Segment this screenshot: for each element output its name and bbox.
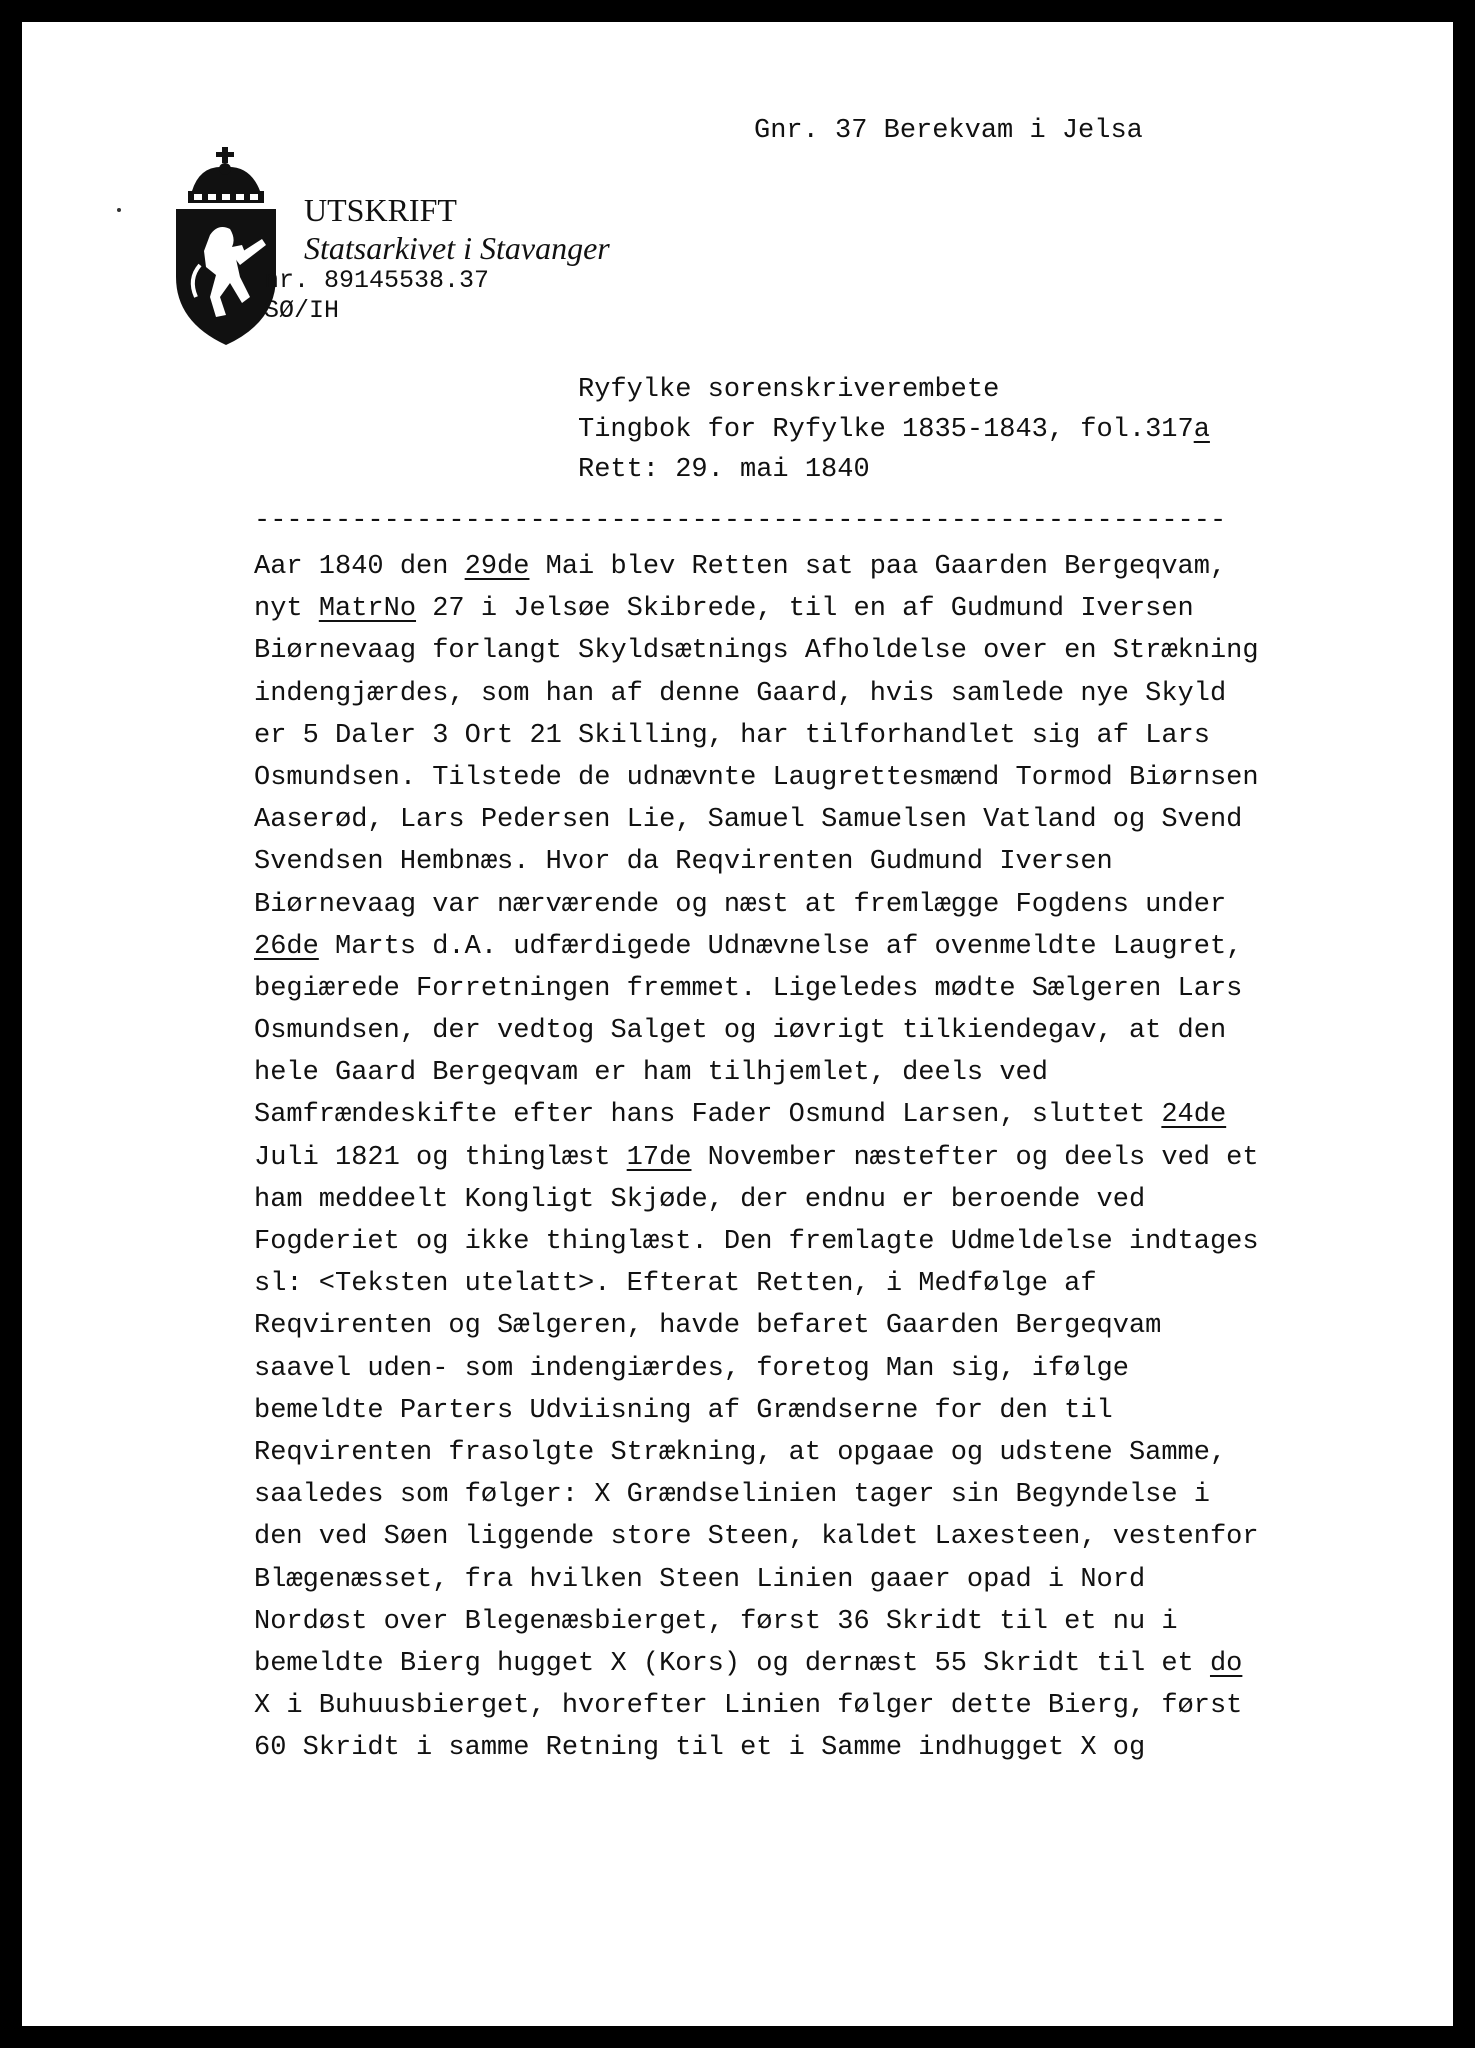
transcript-line: Fogderiet og ikke thinglæst. Den fremlagte Udmeldelse indtages [254, 1227, 1259, 1257]
transcript-line: den ved Søen liggende store Steen, kaldet Laxesteen, vestenfor [254, 1522, 1259, 1553]
transcript-line: hele Gaard Bergeqvam er ham tilhjemlet, deels ved [254, 1058, 1048, 1089]
reference-initials: SØ/IH [264, 296, 340, 325]
underlined-text: 24de [1161, 1100, 1227, 1131]
separator-line: ------------------------------------------------------------ [254, 506, 1227, 536]
farm-heading: Gnr. 37 Berekvam i Jelsa [754, 116, 1143, 146]
reference-number: nr. 89145538.37 [264, 266, 490, 295]
transcript-line: Reqvirenten frasolgte Strækning, at opgaae og udstene Samme, [254, 1437, 1227, 1468]
transcript-line: indengjærdes, som han af denne Gaard, hvis samlede nye Skyld [254, 678, 1227, 709]
transcript-line: 60 Skridt i samme Retning til et i Samme indhugget X og [254, 1733, 1146, 1764]
transcript-line: Aaserød, Lars Pedersen Lie, Samuel Samuelsen Vatland og Svend [254, 805, 1243, 836]
transcript-line: Reqvirenten og Sælgeren, havde befaret Gaarden Bergeqvam [254, 1311, 1162, 1342]
reference-block [264, 266, 489, 326]
scan-speck [117, 208, 121, 212]
underlined-text: 26de [254, 931, 319, 962]
stamp-archive-name: Statsarkivet i Stavanger [304, 230, 610, 266]
document-page [22, 22, 1453, 2026]
underlined-text: 29de [464, 552, 530, 582]
transcript-line: Samfrændeskifte efter hans Fader Osmund Larsen, sluttet 24de [254, 1100, 1227, 1131]
transcript-line: Biørnevaag forlangt Skyldsætnings Afholdelse over en Strækning [254, 636, 1259, 667]
transcript-line: begiærede Forretningen fremmet. Ligeledes mødte Sælgeren Lars [254, 973, 1243, 1004]
transcript-line: saaledes som følger: X Grændselinien tager sin Begyndelse i [254, 1480, 1210, 1511]
transcript-line: bemeldte Parters Udviisning af Grændserne for den til [254, 1395, 1113, 1426]
source-book: Tingbok for Ryfylke 1835-1843, fol.317a [578, 415, 1210, 445]
transcript-line: Blægenæsset, fra hvilken Steen Linien gaaer opad i Nord [254, 1564, 1146, 1595]
underlined-text: MatrNo [318, 594, 417, 625]
transcript-line: bemeldte Bierg hugget X (Kors) og dernæst 55 Skridt til et do [254, 1648, 1243, 1679]
source-office: Ryfylke sorenskriverembete [578, 375, 1000, 405]
underlined-text: do [1209, 1648, 1243, 1679]
transcript-line: nyt MatrNo 27 i Jelsøe Skibrede, til en af Gudmund Iversen [254, 594, 1194, 625]
transcript-line: saavel uden- som indengiærdes, foretog Man sig, ifølge [254, 1353, 1129, 1384]
transcript-line: Biørnevaag var nærværende og næst at fremlægge Fogdens under [254, 889, 1227, 920]
stamp-title: UTSKRIFT [304, 192, 457, 228]
transcript-body [254, 546, 1424, 1769]
transcript-line: sl: <Teksten utelatt>. Efterat Retten, i Medfølge af [254, 1269, 1097, 1300]
transcript-line: 26de Marts d.A. udfærdigede Udnævnelse af ovenmeldte Laugret, [254, 931, 1243, 962]
transcript-line: Osmundsen, der vedtog Salget og iøvrigt tilkiendegav, at den [254, 1016, 1227, 1047]
underlined-text: a [1193, 415, 1210, 445]
transcript-line: Aar 1840 den 29de Mai blev Retten sat paa Gaarden Bergeqvam, [254, 552, 1227, 582]
source-court-date: Rett: 29. mai 1840 [578, 455, 870, 485]
transcript-line: Osmundsen. Tilstede de udnævnte Laugrettesmænd Tormod Biørnsen [254, 762, 1259, 793]
transcript-line: Nordøst over Blegenæsbierget, først 36 Skridt til et nu i [254, 1606, 1178, 1637]
underlined-text: 17de [626, 1142, 692, 1173]
transcript-line: Svendsen Hembnæs. Hvor da Reqvirenten Gudmund Iversen [254, 847, 1113, 878]
source-block [578, 370, 1210, 490]
transcript-line: er 5 Daler 3 Ort 21 Skilling, har tilforhandlet sig af Lars [254, 720, 1210, 751]
transcript-line: X i Buhuusbierget, hvorefter Linien følger dette Bierg, først [254, 1691, 1243, 1722]
transcript-line: ham meddeelt Kongligt Skjøde, der endnu er beroende ved [254, 1184, 1146, 1215]
transcript-line: Juli 1821 og thinglæst 17de November næstefter og deels ved et [254, 1142, 1259, 1173]
